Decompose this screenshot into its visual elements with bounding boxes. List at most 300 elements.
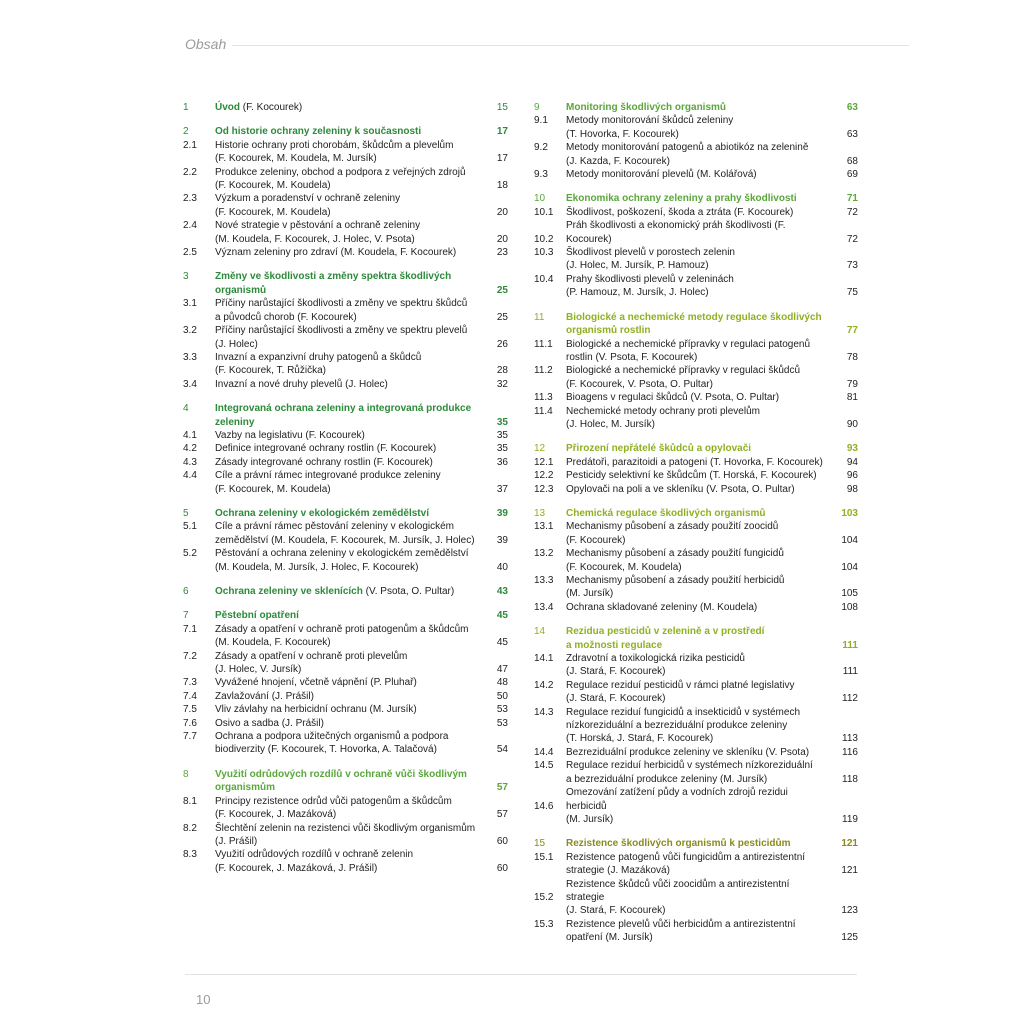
toc-chapter[interactable] [534, 192, 858, 205]
toc-row [534, 351, 858, 364]
toc-number: 10.3 [534, 247, 554, 259]
toc-row [534, 273, 858, 286]
toc-title: Definice integrované ochrany rostlin (F. Kocourek) [215, 443, 437, 455]
toc-page: 121 [841, 865, 858, 877]
toc-title: Práh škodlivosti a ekonomický práh škodlivosti (F. Kocourek) [566, 220, 786, 245]
toc-section[interactable] [534, 219, 858, 246]
footer-rule [185, 974, 857, 975]
toc-section[interactable] [183, 442, 508, 455]
toc-page: 26 [496, 338, 508, 350]
toc-number: 13.3 [534, 575, 554, 586]
toc-row [183, 125, 508, 138]
toc-row [183, 609, 508, 622]
toc-title: Nové strategie v pěstování a ochraně zeleniny [215, 220, 421, 232]
toc-page: 73 [846, 260, 858, 272]
toc-page: 108 [841, 601, 858, 613]
toc-row [183, 534, 508, 547]
toc-title: Rezistence škodlivých organismů k pesticidům [566, 838, 791, 850]
toc-number: 11.4 [534, 405, 553, 417]
toc-number: 1 [183, 102, 189, 113]
toc-page: 17 [496, 126, 508, 138]
toc-title: a možnosti regulace [566, 639, 663, 651]
toc-number: 9.3 [534, 169, 548, 181]
toc-row [534, 813, 858, 826]
toc-number: 2.3 [183, 193, 197, 205]
toc-number: 8.2 [183, 822, 197, 834]
toc-section[interactable] [183, 297, 508, 324]
toc-row [183, 152, 508, 165]
toc-section[interactable] [183, 848, 508, 875]
toc-row [183, 690, 508, 703]
toc-row [534, 652, 858, 665]
toc-title: Invazní a expanzivní druhy patogenů a škůdců [215, 351, 422, 363]
toc-section[interactable] [534, 786, 858, 826]
toc-section[interactable] [183, 456, 508, 469]
toc-title: (F. Kocourek, J. Mazáková, J. Prášil) [215, 862, 378, 874]
toc-row [534, 864, 858, 877]
toc-title: Produkce zeleniny, obchod a podpora z veřejných zdrojů [215, 166, 466, 178]
toc-title: Rezidua pesticidů v zelenině a v prostředí [566, 626, 765, 638]
toc-number: 7.7 [183, 731, 197, 743]
toc-section[interactable] [183, 703, 508, 716]
toc-title: (J. Stará, F. Kocourek) [566, 693, 666, 705]
toc-number: 8 [183, 768, 189, 780]
toc-number: 2 [183, 126, 189, 138]
toc-number: 12.1 [534, 456, 554, 468]
toc-page: 71 [846, 193, 858, 205]
toc-page: 15 [496, 102, 508, 113]
toc-section[interactable] [534, 114, 858, 141]
toc-row [183, 561, 508, 574]
toc-row [183, 206, 508, 219]
toc-title: Metody monitorování škůdců zeleniny [566, 115, 734, 127]
toc-title: nízkoreziduální a bezreziduální produkce zeleniny [566, 720, 788, 732]
toc-title: Zásady a opatření v ochraně proti plevelům [215, 650, 408, 662]
toc-page: 25 [496, 311, 508, 323]
toc-authors: (F. Kocourek) [240, 102, 303, 113]
toc-section[interactable] [534, 851, 858, 878]
toc-title: Regulace reziduí fungicidů a insekticidů v systémech [566, 706, 801, 718]
toc-title: Význam zeleniny pro zdraví (M. Koudela, F. Kocourek) [215, 247, 457, 259]
toc-section[interactable] [534, 364, 858, 391]
toc-chapter[interactable] [183, 585, 508, 598]
toc-number: 3.1 [183, 298, 197, 310]
toc-title: Pesticidy selektivní ke škůdcům (T. Horská, F. Kocourek) [566, 470, 817, 482]
toc-number: 14.3 [534, 706, 554, 718]
toc-page: 79 [846, 378, 858, 390]
toc-title: (F. Kocourek, V. Psota, O. Pultar) [566, 378, 713, 390]
toc-section[interactable] [183, 219, 508, 246]
toc-page: 35 [496, 443, 508, 455]
toc-title: Metody monitorování plevelů (M. Kolářová) [566, 169, 757, 181]
toc-section[interactable] [534, 918, 858, 945]
toc-chapter[interactable] [183, 270, 508, 297]
toc-number: 8.3 [183, 849, 197, 861]
toc-row [183, 663, 508, 676]
toc-row [183, 192, 508, 205]
toc-row [534, 338, 858, 351]
toc-page: 96 [846, 470, 858, 482]
toc-section[interactable] [534, 706, 858, 746]
toc-row [183, 246, 508, 259]
toc-section[interactable] [534, 405, 858, 432]
toc-title: a původců chorob (F. Kocourek) [215, 311, 357, 323]
toc-row [183, 469, 508, 482]
toc-row [183, 848, 508, 861]
toc-title: Úvod [215, 102, 240, 113]
toc-section[interactable] [534, 456, 858, 469]
toc-row [183, 219, 508, 232]
toc-title: Škodlivost, poškození, škoda a ztráta (F. Kocourek) [566, 206, 794, 218]
toc-number: 5 [183, 507, 189, 519]
toc-number: 9.2 [534, 142, 548, 154]
toc-section[interactable] [183, 351, 508, 378]
toc-number: 14.1 [534, 653, 554, 665]
toc-title: Využití odrůdových rozdílů v ochraně vůči škodlivým [215, 768, 467, 780]
toc-title: Škodlivost plevelů v porostech zelenin [566, 247, 735, 259]
toc-number: 6 [183, 586, 189, 597]
toc-row [183, 808, 508, 821]
toc-section[interactable] [534, 273, 858, 300]
toc-row [534, 364, 858, 377]
toc-page: 68 [846, 155, 858, 167]
page-number: 10 [196, 992, 211, 1007]
toc-section[interactable] [534, 520, 858, 547]
toc-section[interactable] [534, 759, 858, 786]
toc-chapter[interactable] [534, 311, 858, 338]
toc-page: 104 [841, 534, 858, 546]
toc-title: Přirození nepřátelé škůdců a opylovači [566, 443, 752, 455]
toc-section[interactable] [534, 601, 858, 614]
toc-row [534, 639, 858, 652]
toc-row [534, 692, 858, 705]
toc-title: (F. Kocourek, M. Koudela) [566, 561, 682, 573]
toc-title: Monitoring škodlivých organismů [566, 102, 727, 113]
toc-title: (J. Stará, F. Kocourek) [566, 905, 666, 917]
toc-row [534, 706, 858, 719]
toc-row [183, 378, 508, 391]
toc-section[interactable] [534, 652, 858, 679]
toc-section[interactable] [183, 822, 508, 849]
toc-authors: (V. Psota, O. Pultar) [362, 586, 455, 597]
toc-section[interactable] [534, 338, 858, 365]
toc-page: 39 [496, 534, 508, 546]
toc-row [534, 918, 858, 931]
toc-title: (M. Koudela, F. Kocourek) [215, 637, 331, 649]
toc-title: organismů rostlin [566, 325, 651, 337]
toc-column-left [183, 101, 508, 875]
toc-number: 14.6 [534, 800, 554, 812]
toc-title: Predátoři, parazitoidi a patogeni (T. Hovorka, F. Kocourek) [566, 456, 823, 468]
toc-title: Principy rezistence odrůd vůči patogenům a škůdcům [215, 795, 452, 807]
toc-row [534, 311, 858, 324]
toc-number: 3 [183, 271, 189, 283]
toc-title: Ekonomika ochrany zeleniny a prahy škodlivosti [566, 193, 797, 205]
toc-title: Nechemické metody ochrany proti plevelům [566, 405, 760, 417]
toc-section[interactable] [183, 469, 508, 496]
toc-title: (M. Jursík) [566, 588, 614, 600]
toc-page: 105 [841, 588, 858, 600]
toc-section[interactable] [534, 547, 858, 574]
toc-row [183, 297, 508, 310]
toc-row [534, 286, 858, 299]
toc-title: Využití odrůdových rozdílů v ochraně zelenin [215, 849, 414, 861]
toc-section[interactable] [183, 429, 508, 442]
toc-row [183, 623, 508, 636]
header-rule [232, 45, 909, 46]
toc-title: Vazby na legislativu (F. Kocourek) [215, 429, 365, 441]
toc-title: Biologické a nechemické přípravky v regulaci škůdců [566, 365, 800, 377]
toc-page: 18 [496, 180, 508, 192]
toc-section[interactable] [183, 192, 508, 219]
toc-row [534, 507, 858, 520]
toc-row [534, 601, 858, 614]
toc-section[interactable] [183, 730, 508, 757]
toc-page: 32 [496, 378, 508, 390]
toc-title: organismům [215, 782, 276, 794]
running-header: Obsah [185, 36, 227, 52]
toc-row [183, 585, 508, 598]
toc-page: 20 [496, 233, 508, 245]
toc-number: 15.1 [534, 851, 554, 863]
toc-number: 4.4 [183, 470, 197, 482]
toc-section[interactable] [183, 378, 508, 391]
toc-row [183, 402, 508, 415]
toc-page: 43 [496, 586, 508, 597]
toc-title: Mechanismy působení a zásady použití zoocidů [566, 521, 779, 533]
toc-title: Šlechtění zelenin na rezistenci vůči škodlivým organismům [215, 822, 476, 834]
toc-page: 113 [842, 733, 858, 745]
toc-title: Rezistence plevelů vůči herbicidům a antirezistentní [566, 918, 796, 930]
toc-title: Biologické a nechemické metody regulace škodlivých [566, 311, 822, 323]
toc-title: Pěstební opatření [215, 610, 299, 622]
toc-page: 17 [496, 153, 508, 165]
toc-number: 7.3 [183, 677, 197, 689]
toc-title: biodiverzity (F. Kocourek, T. Hovorka, A. Talačová) [215, 744, 437, 756]
toc-number: 4 [183, 403, 189, 415]
toc-row [534, 878, 858, 905]
toc-row [183, 364, 508, 377]
toc-row [534, 456, 858, 469]
toc-title: (J. Holec) [215, 338, 258, 350]
toc-title: organismů [215, 284, 267, 296]
toc-section[interactable] [183, 623, 508, 650]
toc-title: Rezistence škůdců vůči zoocidům a antirezistentní strategie [566, 878, 790, 903]
toc-number: 7.4 [183, 690, 197, 702]
toc-page: 48 [496, 677, 508, 689]
toc-title: zeleniny [215, 416, 255, 428]
toc-section[interactable] [534, 483, 858, 496]
toc-page: 94 [846, 456, 858, 468]
toc-page: 119 [842, 813, 858, 825]
toc-title: (J. Holec, V. Jursík) [215, 664, 302, 676]
toc-number: 4.1 [183, 429, 197, 441]
toc-title: rostlin (V. Psota, F. Kocourek) [566, 351, 698, 363]
toc-title: Osivo a sadba (J. Prášil) [215, 717, 324, 729]
toc-row [183, 139, 508, 152]
toc-section[interactable] [534, 391, 858, 404]
toc-section[interactable] [183, 166, 508, 193]
toc-section[interactable] [183, 676, 508, 689]
toc-title: (F. Kocourek, M. Koudela) [215, 180, 331, 192]
toc-page: 36 [496, 456, 508, 468]
toc-title: (F. Kocourek, M. Koudela) [215, 483, 331, 495]
toc-title: zemědělství (M. Koudela, F. Kocourek, M. Jursík, J. Holec) [215, 534, 475, 546]
toc-page: 111 [842, 666, 858, 678]
toc-title: Regulace reziduí herbicidů v systémech nízkoreziduální [566, 760, 813, 772]
toc-section[interactable] [183, 246, 508, 259]
toc-row [183, 730, 508, 743]
toc-chapter[interactable] [534, 625, 858, 652]
toc-number: 9.1 [534, 115, 548, 127]
toc-title: (F. Kocourek, T. Růžička) [215, 365, 326, 377]
toc-row [183, 483, 508, 496]
toc-page: 103 [841, 507, 858, 519]
toc-row [183, 338, 508, 351]
toc-title: (M. Koudela, F. Kocourek, J. Holec, V. Psota) [215, 233, 415, 245]
toc-row [183, 166, 508, 179]
toc-page: 60 [496, 835, 508, 847]
toc-section[interactable] [183, 795, 508, 822]
toc-section[interactable] [183, 690, 508, 703]
toc-page: 72 [846, 233, 858, 245]
toc-row [183, 351, 508, 364]
toc-chapter[interactable] [534, 101, 858, 114]
toc-title: strategie (J. Mazáková) [566, 865, 670, 877]
toc-title: (F. Kocourek) [566, 534, 626, 546]
toc-title: (J. Kazda, F. Kocourek) [566, 155, 670, 167]
toc-row [534, 128, 858, 141]
toc-page: 20 [496, 206, 508, 218]
toc-row [183, 743, 508, 756]
toc-title-with-authors [215, 585, 478, 598]
toc-section[interactable] [183, 547, 508, 574]
toc-page: 57 [496, 782, 508, 794]
toc-chapter[interactable] [183, 125, 508, 138]
toc-row [183, 233, 508, 246]
toc-title: Biologické a nechemické přípravky v regulaci patogenů [566, 338, 811, 350]
toc-number: 10.1 [534, 206, 554, 218]
toc-title: Zavlažování (J. Prášil) [215, 690, 314, 702]
toc-chapter[interactable] [183, 101, 508, 114]
toc-section[interactable] [534, 574, 858, 601]
toc-section[interactable] [534, 746, 858, 759]
toc-section[interactable] [534, 206, 858, 219]
toc-section[interactable] [183, 324, 508, 351]
toc-number: 10 [534, 193, 546, 205]
toc-title: opatření (M. Jursík) [566, 932, 653, 944]
toc-chapter[interactable] [183, 507, 508, 520]
toc-row [183, 835, 508, 848]
toc-title: (F. Kocourek, M. Koudela) [215, 206, 331, 218]
toc-row [183, 456, 508, 469]
toc-title: (T. Hovorka, F. Kocourek) [566, 128, 679, 140]
toc-section[interactable] [534, 679, 858, 706]
toc-title: Pěstování a ochrana zeleniny v ekologickém zemědělství [215, 548, 469, 560]
toc-title: (M. Jursík) [566, 813, 614, 825]
toc-section[interactable] [534, 141, 858, 168]
toc-section[interactable] [183, 650, 508, 677]
toc-row [183, 822, 508, 835]
toc-page: 35 [496, 416, 508, 428]
toc-number: 15.2 [534, 891, 554, 903]
toc-number: 5.2 [183, 548, 197, 560]
toc-section[interactable] [534, 168, 858, 181]
toc-section[interactable] [534, 469, 858, 482]
toc-page: 93 [846, 443, 858, 455]
toc-title: Chemická regulace škodlivých organismů [566, 507, 766, 519]
toc-section[interactable] [183, 520, 508, 547]
toc-number: 3.2 [183, 325, 197, 337]
toc-row [183, 768, 508, 781]
toc-row [534, 773, 858, 786]
toc-row [534, 520, 858, 533]
toc-number: 7.1 [183, 623, 197, 635]
toc-chapter[interactable] [183, 402, 508, 429]
toc-section[interactable] [534, 246, 858, 273]
toc-row [534, 851, 858, 864]
toc-row [183, 636, 508, 649]
toc-title: Vliv závlahy na herbicidní ochranu (M. Jursík) [215, 704, 417, 716]
toc-number: 12.2 [534, 470, 554, 482]
toc-row [534, 114, 858, 127]
toc-title: Mechanismy působení a zásady použití herbicidů [566, 575, 785, 586]
toc-title: Prahy škodlivosti plevelů v zeleninách [566, 273, 734, 285]
toc-number: 13 [534, 507, 546, 519]
toc-page: 118 [842, 773, 858, 785]
toc-row [183, 547, 508, 560]
toc-page: 53 [496, 704, 508, 716]
toc-row [534, 561, 858, 574]
toc-page: 25 [496, 284, 508, 296]
toc-page: 98 [846, 483, 858, 495]
toc-chapter[interactable] [183, 609, 508, 622]
toc-title: Cíle a právní rámec pěstování zeleniny v ekologickém [215, 521, 455, 533]
toc-page: 54 [496, 744, 508, 756]
toc-row [183, 520, 508, 533]
toc-number: 14.2 [534, 679, 554, 691]
toc-row [534, 405, 858, 418]
toc-title: Výzkum a poradenství v ochraně zeleniny [215, 193, 401, 205]
toc-row [534, 259, 858, 272]
toc-page: 57 [496, 809, 508, 821]
toc-title: Bioagens v regulaci škůdců (V. Psota, O. Pultar) [566, 392, 780, 404]
toc-chapter[interactable] [534, 507, 858, 520]
toc-page: 111 [842, 639, 858, 651]
toc-number: 2.5 [183, 247, 197, 259]
toc-chapter[interactable] [534, 442, 858, 455]
toc-title: Vyvážené hnojení, včetně vápnění (P. Pluhař) [215, 677, 417, 689]
toc-page: 104 [841, 561, 858, 573]
toc-number: 10.4 [534, 273, 554, 285]
toc-section[interactable] [183, 139, 508, 166]
toc-number: 12 [534, 443, 546, 455]
toc-page: 112 [842, 693, 858, 705]
toc-number: 15.3 [534, 918, 554, 930]
toc-number: 13.2 [534, 548, 554, 560]
toc-title: Rezistence patogenů vůči fungicidům a antirezistentní [566, 851, 806, 863]
toc-chapter[interactable] [534, 837, 858, 850]
toc-page: 53 [496, 717, 508, 729]
toc-row [183, 324, 508, 337]
toc-title: (F. Kocourek, J. Mazáková) [215, 809, 337, 821]
toc-row [183, 795, 508, 808]
toc-title: (M. Koudela, M. Jursík, J. Holec, F. Kocourek) [215, 561, 419, 573]
toc-section[interactable] [183, 717, 508, 730]
toc-chapter[interactable] [183, 768, 508, 795]
toc-page: 116 [842, 746, 858, 758]
toc-section[interactable] [534, 878, 858, 918]
